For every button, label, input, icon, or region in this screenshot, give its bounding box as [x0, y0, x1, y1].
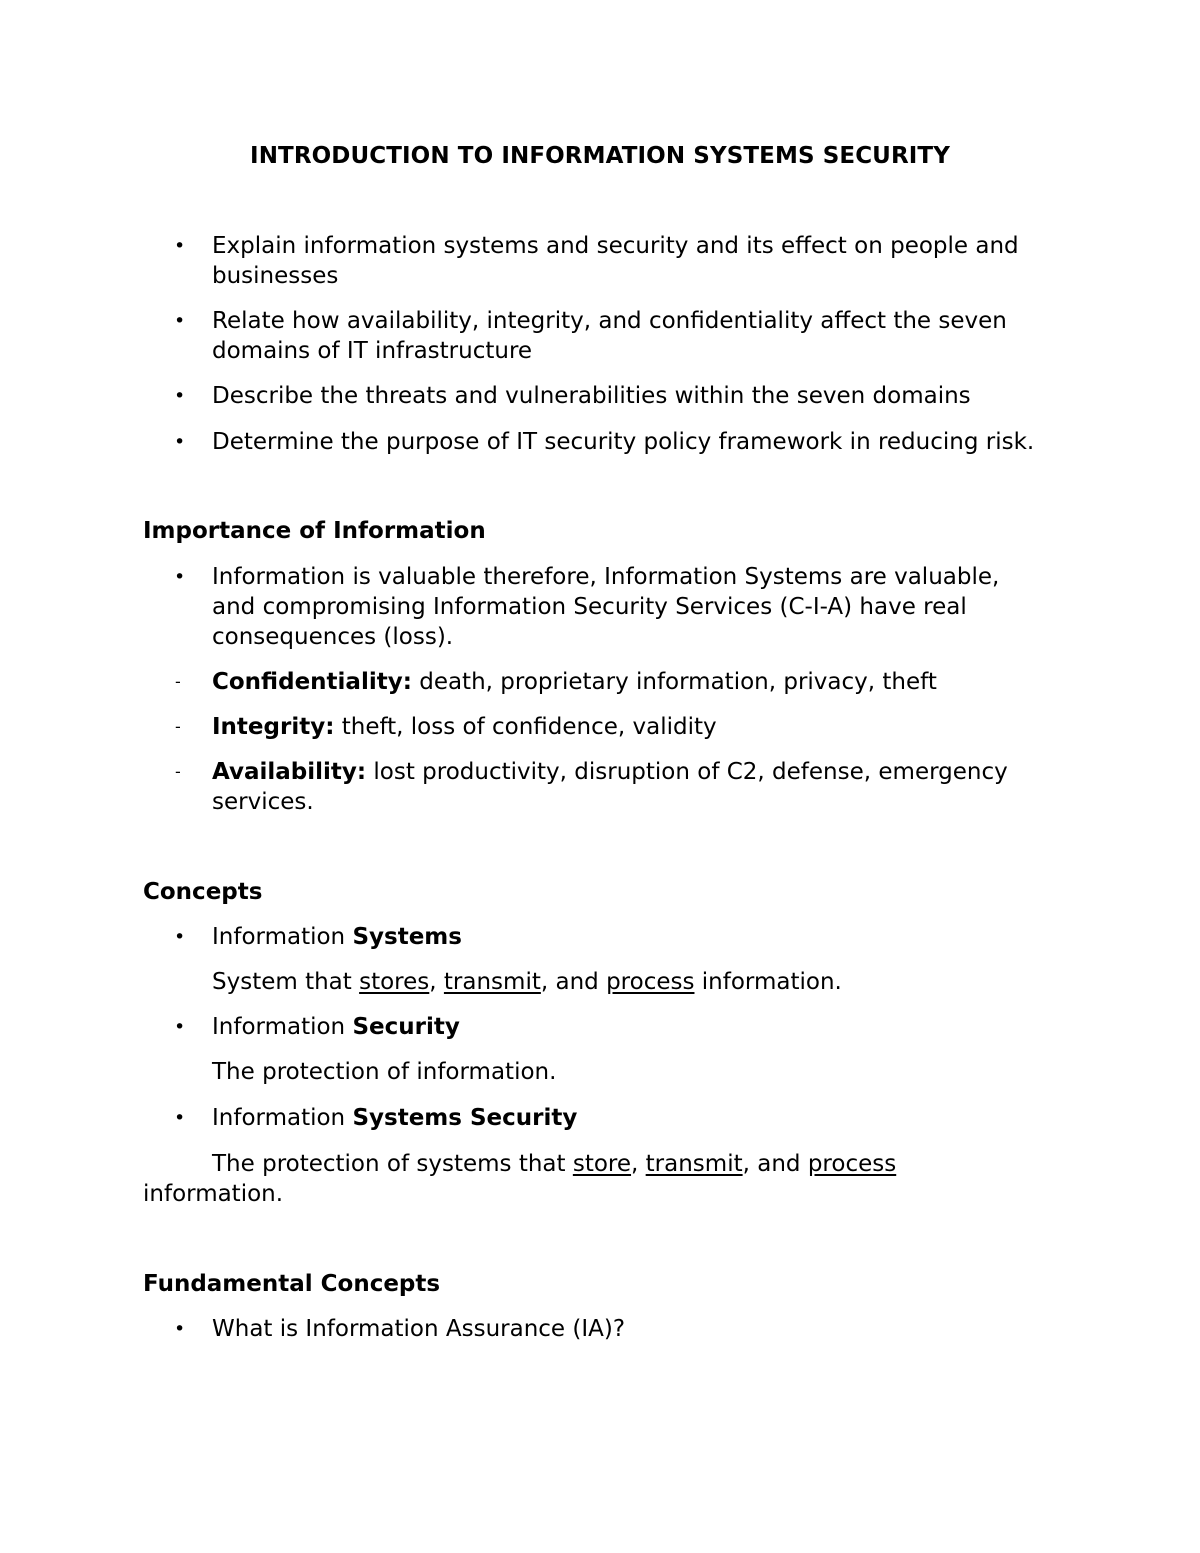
cia-term: Availability:: [212, 759, 367, 785]
objective-text: Determine the purpose of IT security policy framework in reducing risk.: [212, 429, 1035, 455]
importance-text: Information is valuable therefore, Information Systems are valuable, and compromising Information Security Services (C-I-A) have real consequences (loss).: [212, 564, 1000, 650]
section-heading-fundamental: Fundamental Concepts: [143, 1271, 441, 1297]
concept-description-continued: information.: [143, 1181, 284, 1207]
underlined-word: process: [606, 969, 695, 995]
bullet-marker: •: [174, 385, 186, 407]
desc-text: ,: [429, 969, 444, 995]
objective-text: Explain information systems and security and its effect on people and businesses: [212, 233, 1019, 289]
concept-term: Systems Security: [352, 1105, 578, 1131]
bullet-marker: •: [174, 1016, 186, 1038]
concept-term: Systems: [352, 924, 462, 950]
document-title: INTRODUCTION TO INFORMATION SYSTEMS SECURITY: [250, 143, 950, 169]
section-heading-importance: Importance of Information: [143, 518, 486, 544]
cia-desc: death, proprietary information, privacy, theft: [411, 669, 937, 695]
bullet-marker: •: [174, 566, 186, 588]
desc-text: System that: [212, 969, 360, 995]
underlined-word: stores: [359, 969, 430, 995]
concept-prefix: Information: [212, 924, 353, 950]
section-heading-concepts: Concepts: [143, 879, 263, 905]
bullet-marker: •: [174, 1318, 186, 1340]
concept-title: [212, 1103, 1082, 1133]
dash-marker: -: [175, 717, 181, 736]
cia-item: [212, 757, 1042, 817]
objective-text: Relate how availability, integrity, and confidentiality affect the seven domains of IT infrastructure: [212, 308, 1007, 364]
concept-title: [212, 1012, 1082, 1042]
concept-description: [212, 1149, 896, 1179]
desc-text: , and: [540, 969, 607, 995]
concept-prefix: Information: [212, 1105, 353, 1131]
concept-title: [212, 922, 1082, 952]
cia-item: [212, 712, 1082, 742]
underlined-word: transmit: [645, 1151, 743, 1177]
concept-term: Security: [352, 1014, 460, 1040]
concept-description: [212, 967, 842, 997]
cia-term: Confidentiality:: [212, 669, 412, 695]
dash-marker: -: [175, 672, 181, 691]
objective-text: Describe the threats and vulnerabilities within the seven domains: [212, 383, 971, 409]
underlined-word: process: [807, 1151, 897, 1177]
cia-item: [212, 667, 1082, 697]
dash-marker: -: [175, 762, 181, 781]
cia-desc: lost productivity, disruption of C2, defense, emergency services.: [212, 759, 1008, 815]
bullet-marker: •: [174, 926, 186, 948]
bullet-marker: •: [174, 431, 186, 453]
fundamental-text: What is Information Assurance (IA)?: [212, 1316, 626, 1342]
cia-desc: theft, loss of confidence, validity: [334, 714, 717, 740]
desc-text: , and: [742, 1151, 808, 1177]
concept-prefix: Information: [212, 1014, 353, 1040]
bullet-marker: •: [174, 1107, 186, 1129]
cia-term: Integrity:: [212, 714, 335, 740]
underlined-word: store: [572, 1151, 632, 1177]
desc-text: The protection of systems that: [212, 1151, 573, 1177]
desc-text: ,: [631, 1151, 646, 1177]
desc-text: information.: [694, 969, 842, 995]
underlined-word: transmit: [443, 969, 541, 995]
bullet-marker: •: [174, 235, 186, 257]
bullet-marker: •: [174, 310, 186, 332]
concept-description: The protection of information.: [212, 1059, 557, 1085]
